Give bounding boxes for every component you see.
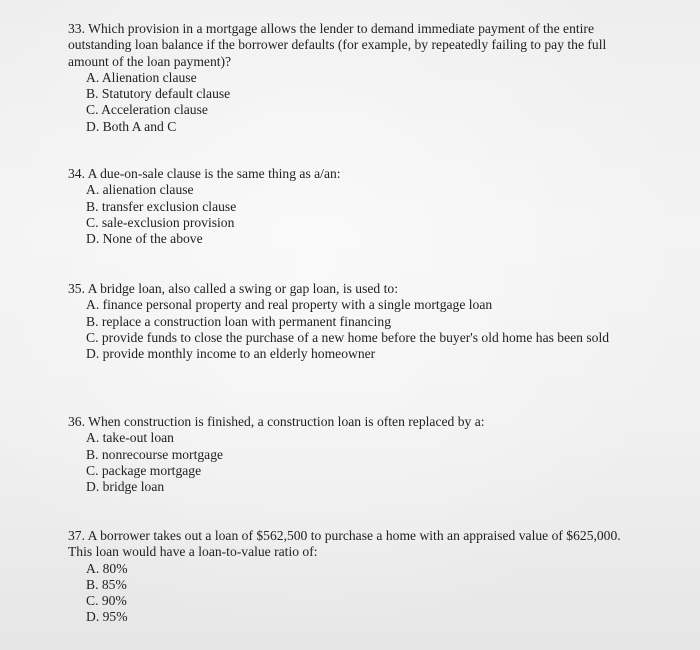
option-a: A. alienation clause bbox=[86, 182, 194, 198]
question-text: 34. A due-on-sale clause is the same thing as a/an: bbox=[68, 166, 341, 181]
answer-options bbox=[68, 430, 628, 495]
question-36 bbox=[68, 414, 628, 495]
option-c: C. sale-exclusion provision bbox=[86, 214, 235, 230]
question-text: 35. A bridge loan, also called a swing or gap loan, is used to: bbox=[68, 281, 398, 296]
option-c: C. provide funds to close the purchase of a new home before the buyer's old home has been sold bbox=[86, 329, 610, 345]
option-b: B. 85% bbox=[86, 576, 127, 592]
question-34 bbox=[68, 166, 628, 247]
option-c: C. Acceleration clause bbox=[86, 102, 208, 118]
option-b: B. nonrecourse mortgage bbox=[86, 446, 224, 462]
answer-options bbox=[68, 561, 628, 626]
option-a: A. Alienation clause bbox=[86, 69, 197, 85]
option-d: D. None of the above bbox=[86, 231, 203, 247]
option-d: D. bridge loan bbox=[86, 479, 165, 495]
answer-options bbox=[68, 297, 628, 362]
option-a: A. finance personal property and real property with a single mortgage loan bbox=[86, 297, 493, 313]
option-c: C. 90% bbox=[86, 593, 127, 609]
question-text: 36. When construction is finished, a construction loan is often replaced by a: bbox=[68, 414, 485, 429]
option-b: B. Statutory default clause bbox=[86, 86, 231, 102]
option-c: C. package mortgage bbox=[86, 462, 202, 478]
option-d: D. Both A and C bbox=[86, 118, 177, 134]
question-text: 33. Which provision in a mortgage allows the lender to demand immediate payment of the entire outstanding loan balance if the borrower defaults (for example, by repeatedly failing to pay the full amount of the loan payment)? bbox=[68, 21, 607, 69]
option-a: A. 80% bbox=[86, 560, 128, 576]
question-37 bbox=[68, 528, 628, 626]
question-text: 37. A borrower takes out a loan of $562,500 to purchase a home with an appraised value of $625,000. This loan would have a loan-to-value ratio of: bbox=[68, 528, 621, 560]
option-b: B. replace a construction loan with permanent financing bbox=[86, 313, 391, 329]
option-a: A. take-out loan bbox=[86, 430, 174, 446]
question-33 bbox=[68, 21, 628, 135]
option-d: D. 95% bbox=[86, 609, 128, 625]
answer-options bbox=[68, 70, 628, 135]
option-b: B. transfer exclusion clause bbox=[86, 198, 237, 214]
answer-options bbox=[68, 182, 628, 247]
option-d: D. provide monthly income to an elderly homeowner bbox=[86, 346, 376, 362]
question-35 bbox=[68, 281, 628, 362]
